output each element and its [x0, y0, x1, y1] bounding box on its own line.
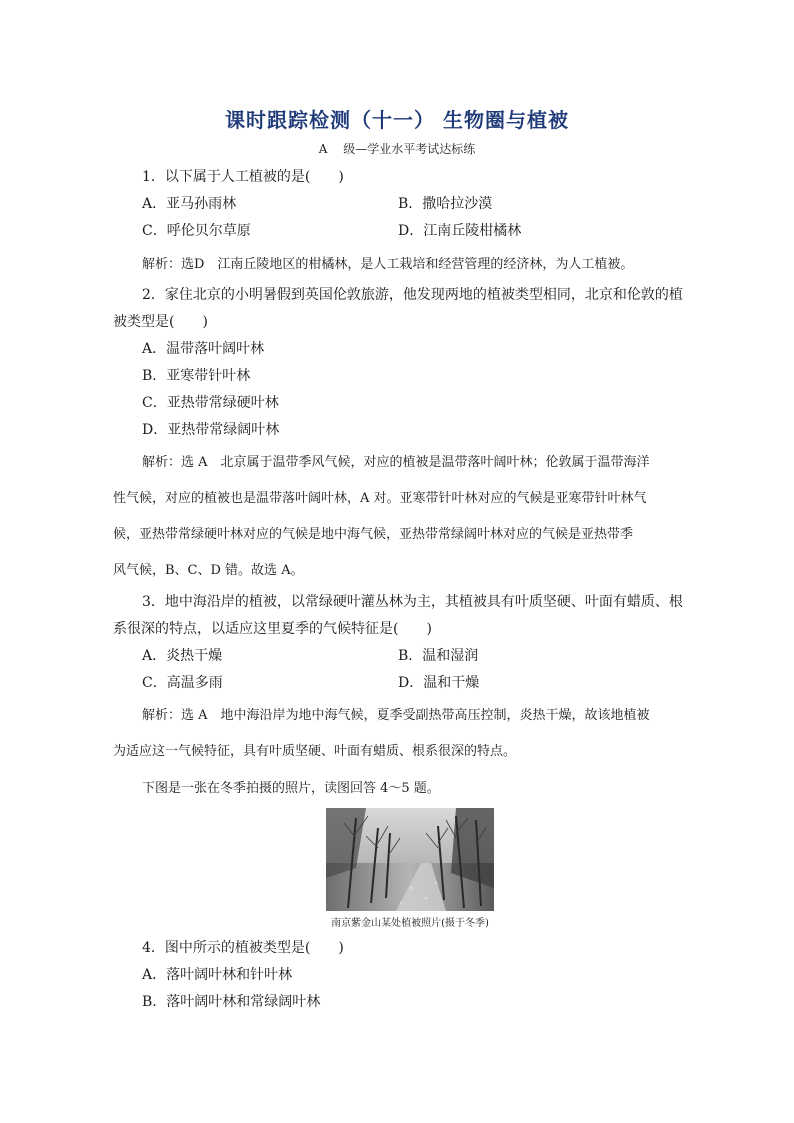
page-title: 课时跟踪检测（十一） 生物圈与植被: [225, 108, 569, 132]
q4-option-a: A．落叶阔叶林和针叶林: [142, 967, 293, 983]
q3-stem-line2: 系很深的特点，以适应这里夏季的气候特征是( ): [113, 621, 432, 637]
q2-option-d: D．亚热带常绿阔叶林: [142, 422, 280, 438]
q1-option-c: C．呼伦贝尔草原: [142, 223, 251, 239]
q2-option-c: C．亚热带常绿硬叶林: [142, 395, 279, 411]
q3-explanation-line1: 解析：选 A 地中海沿岸为地中海气候，夏季受副热带高压控制，炎热干燥，故该地植被: [142, 708, 650, 723]
q2-explanation-line4: 风气候，B、C、D 错。故选 A。: [113, 563, 304, 578]
q3-explanation-line2: 为适应这一气候特征，具有叶质坚硬、叶面有蜡质、根系很深的特点。: [113, 744, 517, 759]
q2-option-a: A．温带落叶阔叶林: [142, 341, 265, 357]
q1-stem: 1．以下属于人工植被的是( ): [142, 169, 344, 185]
photo-caption: 南京紫金山某处植被照片(摄于冬季): [331, 918, 489, 929]
q2-option-b: B．亚寒带针叶林: [142, 368, 251, 384]
q3-option-d: D．温和干燥: [398, 675, 480, 691]
q2-explanation-line1: 解析：选 A 北京属于温带季风气候，对应的植被是温带落叶阔叶林；伦敦属于温带海洋: [142, 455, 650, 470]
q4-option-b: B．落叶阔叶林和常绿阔叶林: [142, 994, 321, 1010]
q4-stem: 4．图中所示的植被类型是( ): [142, 940, 344, 956]
q1-explanation: 解析：选D 江南丘陵地区的柑橘林，是人工栽培和经营管理的经济林，为人工植被。: [142, 257, 634, 272]
q2-explanation-line3: 候，亚热带常绿硬叶林对应的气候是地中海气候，亚热带常绿阔叶林对应的气候是亚热带季: [113, 527, 634, 542]
q1-option-a: A．亚马孙雨林: [142, 196, 237, 212]
winter-vegetation-photo: [326, 808, 494, 911]
q2-stem-line1: 2．家住北京的小明暑假到英国伦敦旅游，他发现两地的植被类型相同，北京和伦敦的植: [142, 287, 683, 303]
q2-explanation-line2: 性气候，对应的植被也是温带落叶阔叶林，A 对。亚寒带针叶林对应的气候是亚寒带针叶林气: [113, 491, 647, 506]
q3-option-a: A．炎热干燥: [142, 648, 223, 664]
question-group-intro: 下图是一张在冬季拍摄的照片，读图回答 4～5 题。: [142, 781, 440, 796]
q3-stem-line1: 3．地中海沿岸的植被，以常绿硬叶灌丛林为主，其植被具有叶质坚硬、叶面有蜡质、根: [142, 594, 683, 610]
q3-option-b: B．温和湿润: [398, 648, 479, 664]
q1-option-d: D．江南丘陵柑橘林: [398, 223, 522, 239]
q2-stem-line2: 被类型是( ): [113, 314, 208, 330]
q3-option-c: C．高温多雨: [142, 675, 223, 691]
q1-option-b: B．撒哈拉沙漠: [398, 196, 493, 212]
section-subtitle: A 级—学业水平考试达标练: [318, 142, 476, 156]
